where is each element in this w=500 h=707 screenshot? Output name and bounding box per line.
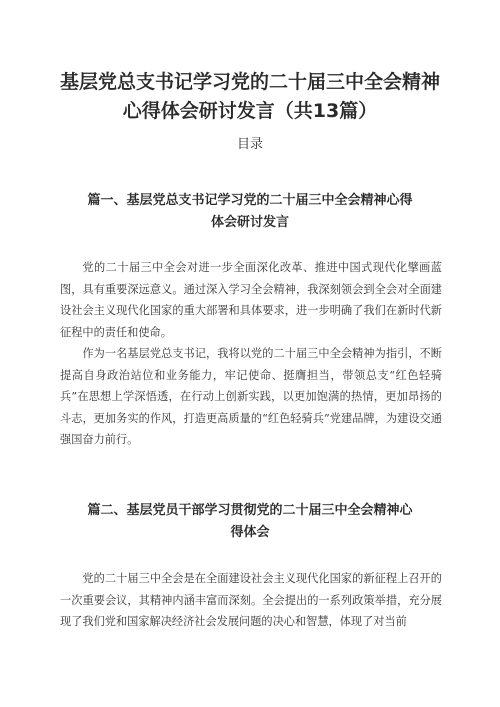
section-2-body (60, 568, 442, 633)
toc-label: 目录 (236, 137, 263, 152)
section-1-heading-line-2: 体会研讨发言 (210, 215, 289, 230)
section-2-heading-line-2: 得体会 (230, 525, 270, 540)
section-1-heading (80, 190, 420, 234)
section-1-body (60, 257, 442, 451)
section-2-paragraph-1: 党的二十届三中全会是在全面建设社会主义现代化国家的新征程上召开的一次重要会议，其精神内涵丰富而深刻。全会提出的一系列政策举措，充分展现了我们党和国家解决经济社会发展问题的决心和智慧，体现了对当前 (60, 572, 442, 628)
document-title (60, 68, 440, 126)
document-title-line-2: 心得体会研讨发言（共13篇） (122, 100, 378, 122)
section-1-paragraph-1: 党的二十届三中全会对进一步全面深化改革、推进中国式现代化擘画蓝图，具有重要深远意义。通过深入学习全会精神，我深刻领会到全会对全面建设社会主义现代化国家的重大部署和具体要求，进一步明确了我们在新时代新征程中的责任和使命。 (60, 261, 442, 339)
section-2-heading (80, 500, 420, 544)
section-2-heading-line-1: 篇二、基层党员干部学习贯彻党的二十届三中全会精神心 (87, 503, 413, 518)
document-title-line-1: 基层党总支书记学习党的二十届三中全会精神 (60, 71, 441, 93)
section-1-heading-line-1: 篇一、基层党总支书记学习党的二十届三中全会精神心得 (87, 193, 413, 208)
section-1-paragraph-2: 作为一名基层党总支书记，我将以党的二十届三中全会精神为指引，不断提高自身政治站位和业务能力，牢记使命、挺膺担当，带领总支“红色轻骑兵”在思想上学深悟透，在行动上创新实践，以更加饱满的热情，更加昂扬的斗志，更加务实的作风，打造更高质量的“红色轻骑兵”党建品牌，为建设交通强国奋力前行。 (60, 347, 442, 446)
